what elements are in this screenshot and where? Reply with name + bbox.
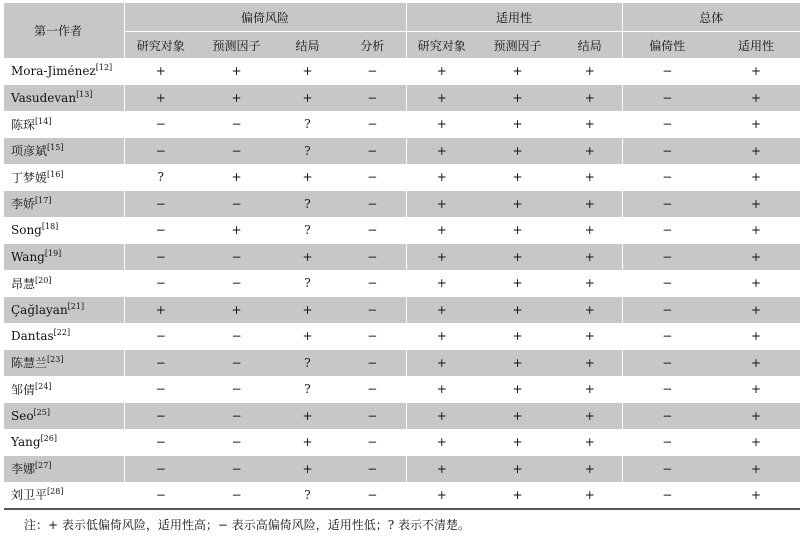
table-row [4,111,800,138]
reference-number: [14] [35,116,52,126]
rating-cell: + [276,297,339,324]
table-row [4,191,800,218]
rating-cell: − [197,456,276,483]
rating-cell: + [712,244,800,271]
rating-cell: − [622,350,712,377]
rating-cell: + [751,382,762,397]
rating-cell: ? [304,117,311,132]
rating-cell: + [477,297,558,324]
author-name: Song [11,223,42,238]
rating-cell: − [231,117,242,132]
author-cell [4,191,124,218]
subheader-applicability-participants: 研究对象 [406,32,477,59]
rating-cell: + [584,170,595,185]
rating-cell: − [197,482,276,509]
rating-cell: + [302,170,313,185]
subheader-overall-bias: 偏倚性 [622,32,712,59]
rating-cell: − [231,435,242,450]
rating-cell: − [124,403,197,430]
author-name: Wang [11,249,45,264]
rating-cell: + [276,456,339,483]
table-row [4,297,800,324]
subheader-bias-participants: 研究对象 [124,32,197,59]
author-cell [4,270,124,297]
rating-cell: − [367,117,378,132]
table-body [4,58,800,509]
reference-number: [18] [41,222,59,232]
rating-cell: + [276,85,339,112]
reference-number: [22] [53,328,71,338]
rating-cell: + [512,382,523,397]
rating-cell: + [751,64,762,79]
reference-number: [12] [95,63,113,73]
rating-cell: + [712,482,800,509]
rating-cell: + [406,376,477,403]
author-name: 昂慧 [11,276,36,291]
author-name: 李娜 [11,462,36,477]
rating-cell: + [302,435,313,450]
author-cell [4,85,124,112]
rating-cell: + [197,85,276,112]
table-row [4,403,800,430]
rating-cell: − [124,323,197,350]
rating-cell: + [231,64,242,79]
rating-cell: + [512,329,523,344]
subheader-applicability-outcome: 结局 [558,32,622,59]
rating-cell: + [477,456,558,483]
rating-cell: − [622,456,712,483]
rating-cell: − [197,403,276,430]
rating-cell: + [558,482,622,509]
subheader-bias-outcome: 结局 [276,32,339,59]
author-name: Dantas [11,329,54,344]
reference-number: [28] [47,487,64,497]
table-row [4,85,800,112]
rating-cell: − [339,456,406,483]
table-row [4,456,800,483]
rating-cell: + [558,456,622,483]
rating-cell: + [512,223,523,238]
author-cell [4,456,124,483]
rating-cell: + [584,276,595,291]
reference-number: [15] [47,143,64,153]
rating-cell: − [622,244,712,271]
rating-cell: − [339,85,406,112]
author-cell [4,111,124,138]
rating-cell: − [622,323,712,350]
rating-cell: + [712,350,800,377]
rating-cell: + [712,456,800,483]
rating-cell: + [406,138,477,165]
rating-cell: + [302,329,313,344]
rating-cell: − [124,191,197,218]
rating-cell: − [367,382,378,397]
rating-cell: ? [276,191,339,218]
rating-cell: − [339,403,406,430]
rating-cell: + [584,329,595,344]
rating-cell: ? [276,482,339,509]
author-name: 邹倩 [11,382,36,397]
table-row [4,138,800,165]
reference-number: [20] [35,275,52,285]
rating-cell: + [477,191,558,218]
rating-cell: − [231,329,242,344]
rating-cell: − [339,244,406,271]
rating-cell: − [339,191,406,218]
rating-cell: + [712,138,800,165]
rating-cell: − [124,270,197,297]
rating-cell: + [584,382,595,397]
rating-cell: − [622,482,712,509]
rating-cell: + [406,323,477,350]
rating-cell: − [124,482,197,509]
quality-assessment-table [4,3,800,510]
rating-cell: + [477,244,558,271]
author-cell [4,403,124,430]
rating-cell: − [367,223,378,238]
rating-cell: + [512,64,523,79]
rating-cell: − [124,376,197,403]
rating-cell: + [124,58,197,85]
rating-cell: + [751,170,762,185]
table-row [4,350,800,377]
rating-cell: ? [276,138,339,165]
table-row [4,376,800,403]
header-group-bias-risk: 偏倚风险 [124,3,406,32]
rating-cell: ? [304,382,311,397]
rating-cell: − [622,376,712,403]
rating-cell: + [406,456,477,483]
author-cell [4,350,124,377]
rating-cell: + [584,64,595,79]
rating-cell: + [406,429,477,456]
subheader-overall-applicability: 适用性 [712,32,800,59]
author-name: 丁梦媛 [11,170,48,185]
rating-cell: + [406,297,477,324]
rating-cell: − [197,244,276,271]
rating-cell: + [712,297,800,324]
rating-cell: + [558,85,622,112]
rating-cell: + [712,85,800,112]
author-cell [4,244,124,271]
rating-cell: − [339,350,406,377]
rating-cell: − [622,111,712,138]
rating-cell: − [622,85,712,112]
rating-cell: + [231,170,242,185]
author-name: 项彦斌 [11,144,48,159]
rating-cell: + [584,117,595,132]
author-name: Çağlayan [11,302,68,317]
rating-cell: − [367,329,378,344]
reference-number: [27] [35,461,52,471]
rating-cell: + [477,350,558,377]
rating-cell: + [124,85,197,112]
rating-cell: − [197,191,276,218]
author-name: 刘卫平 [11,488,48,503]
reference-number: [13] [76,89,93,99]
table-row [4,244,800,271]
reference-number: [23] [47,355,64,365]
rating-cell: − [622,138,712,165]
rating-cell: + [558,403,622,430]
rating-cell: − [124,350,197,377]
reference-number: [16] [47,169,64,179]
rating-cell: + [751,276,762,291]
rating-cell: + [406,191,477,218]
rating-cell: + [512,117,523,132]
rating-cell: + [751,117,762,132]
rating-cell: + [751,223,762,238]
author-name: 陈琛 [11,117,36,132]
rating-cell: + [477,482,558,509]
rating-cell: − [622,217,712,244]
header-group-overall: 总体 [622,3,800,32]
rating-cell: − [622,191,712,218]
rating-cell: ? [124,164,197,191]
table-row [4,58,800,85]
author-name: Vasudevan [11,90,77,105]
rating-cell: ? [304,223,311,238]
rating-cell: + [512,170,523,185]
reference-number: [24] [35,381,52,391]
rating-cell: − [231,382,242,397]
rating-cell: + [406,270,477,297]
rating-cell: + [406,58,477,85]
author-cell [4,164,124,191]
subheader-bias-analysis: 分析 [339,32,406,59]
author-name: Yang [11,435,41,450]
rating-cell: + [197,297,276,324]
author-cell [4,217,124,244]
author-name: 陈慧兰 [11,356,48,371]
rating-cell: − [622,270,712,297]
rating-cell: + [406,244,477,271]
reference-number: [26] [40,434,57,444]
rating-cell: − [339,297,406,324]
rating-cell: + [302,64,313,79]
table-footnote: 注：+ 表示低偏倚风险，适用性高；− 表示高偏倚风险，适用性低；? 表示不清楚。 [24,518,470,532]
rating-cell: + [406,85,477,112]
rating-cell: − [367,170,378,185]
rating-cell: + [751,329,762,344]
author-cell [4,323,124,350]
rating-cell: + [558,244,622,271]
author-cell [4,138,124,165]
rating-cell: − [622,429,712,456]
reference-number: [21] [67,301,85,311]
rating-cell: − [367,276,378,291]
author-cell [4,376,124,403]
rating-cell: ? [276,350,339,377]
table-row [4,270,800,297]
rating-cell: − [367,435,378,450]
author-name: Seo [11,408,34,423]
rating-cell: − [197,350,276,377]
rating-cell: + [406,350,477,377]
table-row [4,429,800,456]
rating-cell: − [124,138,197,165]
rating-cell: + [712,403,800,430]
rating-cell: + [512,276,523,291]
rating-cell: + [584,223,595,238]
rating-cell: − [124,111,197,138]
author-cell [4,482,124,509]
reference-number: [17] [35,196,52,206]
rating-cell: + [512,435,523,450]
rating-cell: + [276,403,339,430]
header-first-author: 第一作者 [4,3,124,58]
rating-cell: + [558,191,622,218]
rating-cell: − [231,276,242,291]
rating-cell: − [124,429,197,456]
rating-cell: − [622,403,712,430]
author-cell [4,429,124,456]
rating-cell: + [231,223,242,238]
reference-number: [19] [44,248,62,258]
subheader-applicability-predictors: 预测因子 [477,32,558,59]
table-row [4,482,800,509]
rating-cell: + [558,350,622,377]
author-cell [4,58,124,85]
table-row [4,217,800,244]
rating-cell: + [406,482,477,509]
rating-cell: + [558,297,622,324]
rating-cell: − [622,297,712,324]
rating-cell: + [558,138,622,165]
rating-cell: + [584,435,595,450]
rating-cell: + [477,403,558,430]
rating-cell: − [124,456,197,483]
rating-cell: − [124,217,197,244]
rating-cell: + [276,244,339,271]
rating-cell: − [197,138,276,165]
table-row [4,323,800,350]
author-name: Mora-Jiménez [11,64,96,79]
table-row [4,164,800,191]
rating-cell: − [339,482,406,509]
rating-cell: + [406,164,477,191]
rating-cell: + [406,403,477,430]
rating-cell: + [406,217,477,244]
rating-cell: + [712,191,800,218]
header-group-applicability: 适用性 [406,3,622,32]
rating-cell: + [751,435,762,450]
rating-cell: − [622,58,712,85]
subheader-bias-predictors: 预测因子 [197,32,276,59]
rating-cell: − [124,244,197,271]
reference-number: [25] [33,407,50,417]
rating-cell: − [367,64,378,79]
rating-cell: + [477,85,558,112]
rating-cell: ? [304,276,311,291]
rating-cell: − [339,138,406,165]
author-cell [4,297,124,324]
rating-cell: + [477,138,558,165]
rating-cell: − [622,164,712,191]
rating-cell: + [124,297,197,324]
author-name: 李娇 [11,197,36,212]
rating-cell: + [406,111,477,138]
